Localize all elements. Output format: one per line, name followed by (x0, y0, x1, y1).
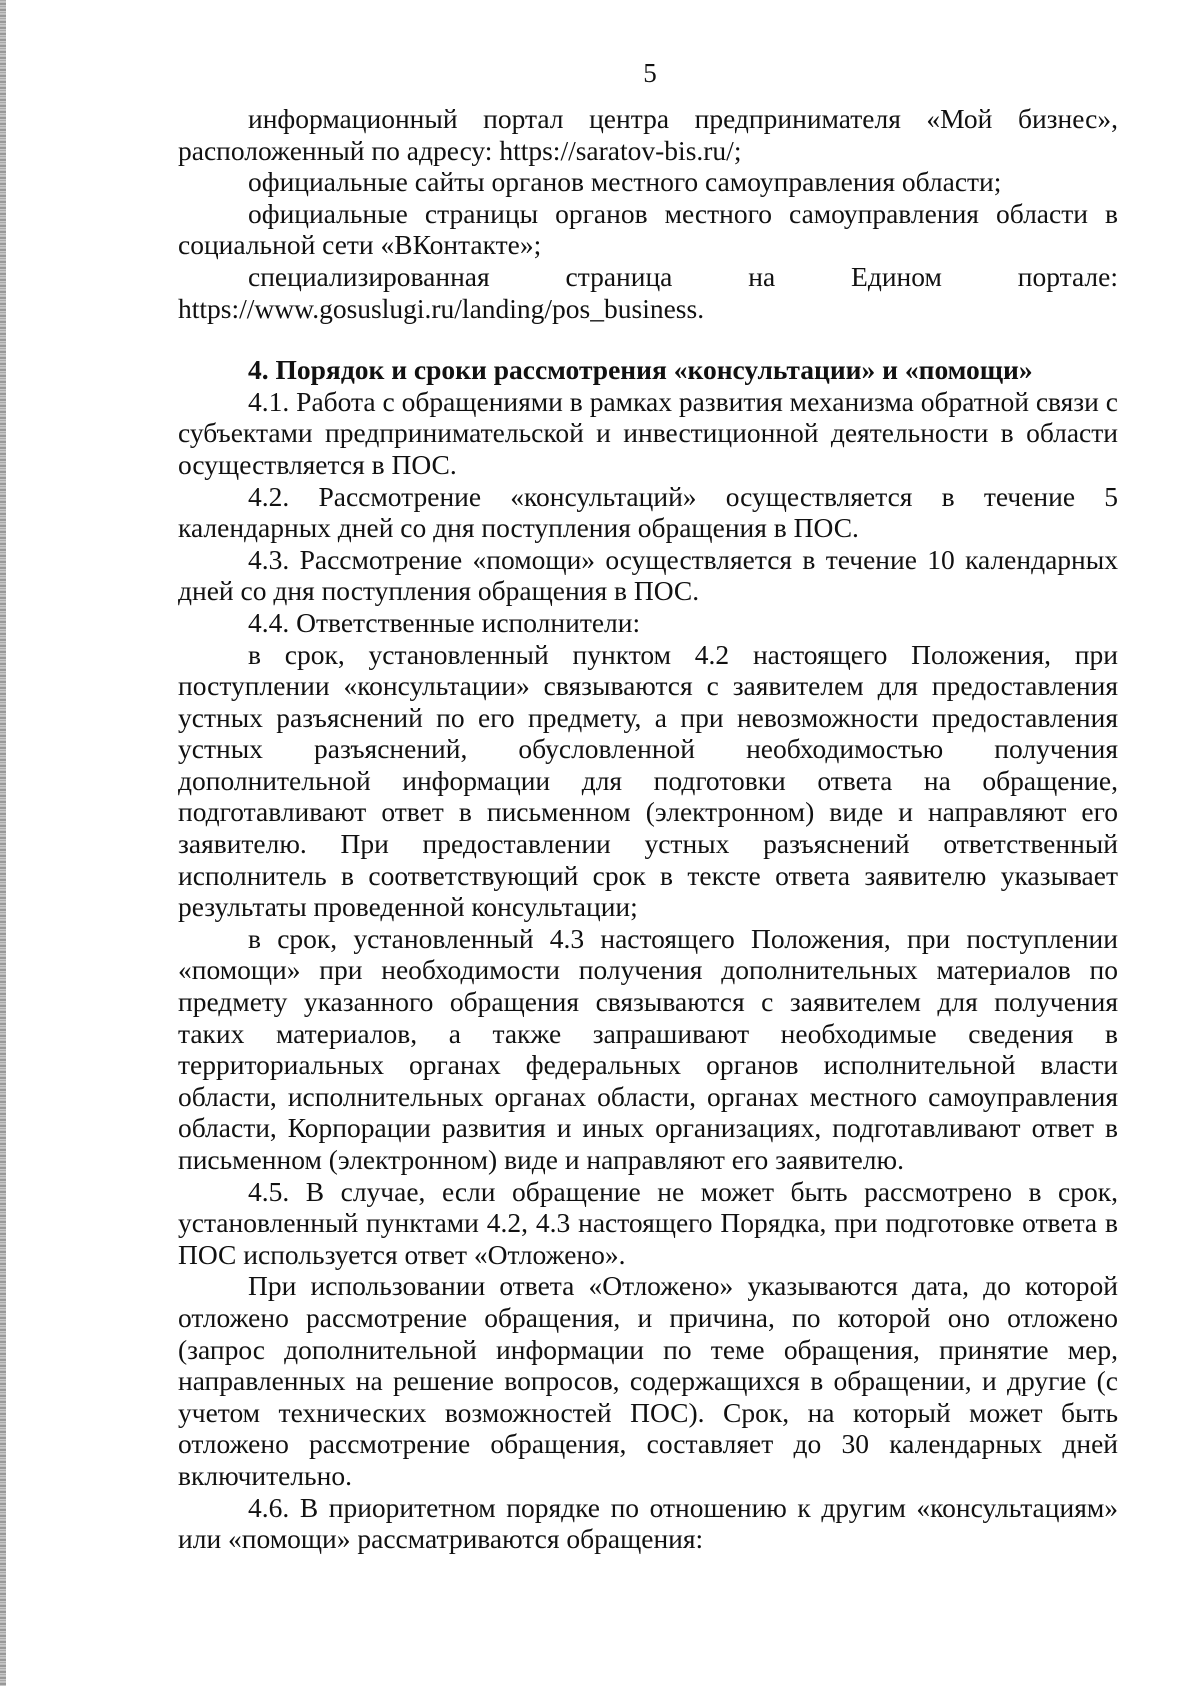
paragraph-help-term: в срок, установленный 4.3 настоящего Положения, при поступлении «помощи» при необходимости получения дополнительных материалов по предмету указанного обращения связываются с заявителем для получения таких материалов, а также запрашивают необходимые сведения в территориальных органах федеральных органов исполнительной власти области, исполнительных органах области, органах местного самоуправления области, Корпорации развития и иных организациях, подготавливают ответ в письменном (электронном) виде и направляют его заявителю. (178, 922, 1118, 1175)
paragraph-4-4: 4.4. Ответственные исполнители: (248, 606, 641, 638)
gosuslugi-link: https://www.gosuslugi.ru/landing/pos_business. (178, 292, 705, 324)
paragraph-4-2: 4.2. Рассмотрение «консультаций» осуществляется в течение 5 календарных дней со дня поступления обращения в ПОС. (178, 480, 1118, 544)
paragraph-vk-pages: официальные страницы органов местного самоуправления области в социальной сети «ВКонтакте»; (178, 197, 1118, 261)
paragraph-consultation-term: в срок, установленный пунктом 4.2 настоящего Положения, при поступлении «консультации» связываются с заявителем для предоставления устных разъяснений по его предмету, а при невозможности предоставления устных разъяснений, обусловленной необходимостью получения дополнительной информации для подготовки ответа на обращение, подготавливают ответ в письменном (электронном) виде и направляют его заявителю. При предоставлении устных разъяснений ответственный исполнитель в соответствующий срок в тексте ответа заявителю указывает результаты проведенной консультации; (178, 638, 1118, 923)
paragraph-4-6: 4.6. В приоритетном порядке по отношению к другим «консультациям» или «помощи» рассматриваются обращения: (178, 1491, 1118, 1555)
page-number: 5 (643, 58, 657, 88)
paragraph-specialized-page (178, 261, 1118, 324)
specialized-page-text: специализированная страница на Едином портале: (248, 260, 1118, 292)
scan-edge (0, 0, 6, 1686)
paragraph-4-5: 4.5. В случае, если обращение не может быть рассмотрено в срок, установленный пунктами 4.2, 4.3 настоящего Порядка, при подготовке ответа в ПОС используется ответ «Отложено». (178, 1175, 1118, 1270)
paragraph-portal: информационный портал центра предпринимателя «Мой бизнес», расположенный по адресу: https://saratov-bis.ru/; (178, 103, 1118, 166)
paragraph-4-3: 4.3. Рассмотрение «помощи» осуществляется в течение 10 календарных дней со дня поступления обращения в ПОС. (178, 543, 1118, 607)
paragraph-official-sites: официальные сайты органов местного самоуправления области; (248, 166, 1002, 198)
paragraph-postponed: При использовании ответа «Отложено» указываются дата, до которой отложено рассмотрение обращения, и причина, по которой оно отложено (запрос дополнительной информации по теме обращения, принятие мер, направленных на решение вопросов, содержащихся в обращении, и другие (с учетом технических возможностей ПОС). Срок, на который может быть отложено рассмотрение обращения, составляет до 30 календарных дней включительно. (178, 1270, 1118, 1491)
paragraph-4-1: 4.1. Работа с обращениями в рамках развития механизма обратной связи с субъектами предпринимательской и инвестиционной деятельности в области осуществляется в ПОС. (178, 385, 1118, 480)
section-heading: 4. Порядок и сроки рассмотрения «консультации» и «помощи» (248, 354, 1033, 386)
document-body (178, 103, 1118, 1555)
